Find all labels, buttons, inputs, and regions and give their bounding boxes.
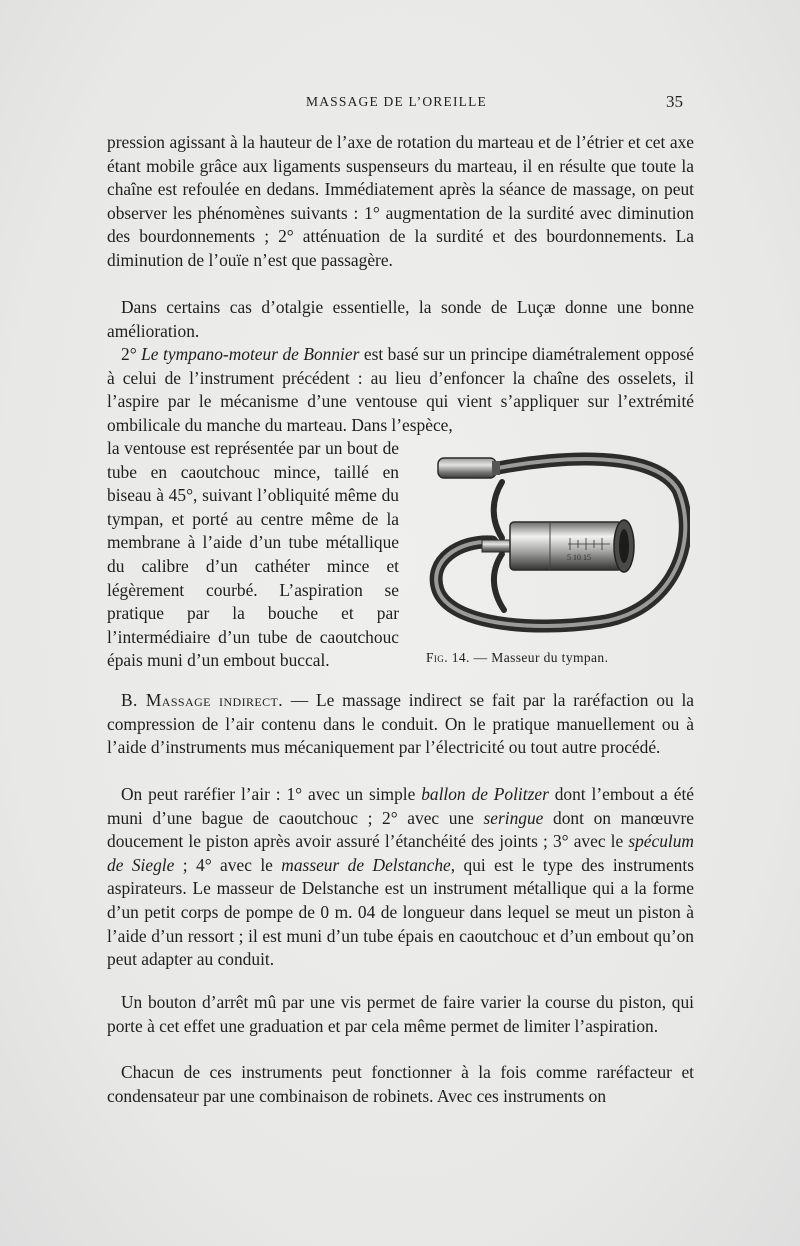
pump-cylinder [510, 522, 622, 570]
term-masseur-de-delstanche: masseur de Delstanche [281, 854, 451, 875]
page-number: 35 [666, 92, 683, 111]
paragraph-3 [107, 343, 694, 437]
finger-rest-bottom [494, 554, 504, 610]
paragraph-4: la ventouse est représentée par un bout de tube en caoutchouc mince, taillé en biseau à 45°, suivant l’obliquité même du tympan, et porté au centre même de la membrane à l’aide d’un tube métallique du calibre d’un cathéter mince et légèrement courbé. L’aspiration se pratique par la bouche et par l’intermédiaire d’un tube de caoutchouc épais muni d’un embout buccal. [107, 438, 399, 671]
figure-caption [426, 650, 696, 666]
paragraph-8: Chacun de ces instruments peut fonctionner à la fois comme raréfacteur et condensateur par une combinaison de robinets. Avec ces instruments on [107, 1062, 694, 1106]
finger-rest-top [494, 482, 502, 538]
instrument-name-bonnier: Le tympano-moteur de Bonnier [141, 344, 360, 364]
paragraph-2: Dans certains cas d’otalgie essentielle, la sonde de Luçæ donne une bonne amélioration. [107, 297, 694, 341]
paragraph-1: pression agissant à la hauteur de l’axe de rotation du marteau et de l’étrier et cet axe étant mobile grâce aux ligaments suspenseurs du marteau, il en résulte que toute la chaîne est refoulée en dedans. Immédiatement après la séance de massage, on peut observer les phénomènes suivants : 1° augmentation de la surdité avec diminution des bourdonnements ; 2° atténuation de la surdité et des bourdonnements. La diminution de l’ouïe n’est que passagère. [107, 132, 694, 270]
term-ballon-de-politzer: ballon de Politzer [421, 784, 549, 804]
page-header [0, 92, 800, 116]
p6-part-g: ; 4° avec le [174, 854, 282, 875]
figure-caption-text: — Masseur du tympan. [469, 650, 609, 665]
p3-rest: est basé sur un principe diamétralement opposé à celui de l’instrument précédent : au lieu d’enfoncer la chaîne des osselets, il l’aspire par le mécanisme d’une ventouse qui vient s’appliquer sur l’extrémité ombilicale du manche du marteau. Dans l’espèce, [107, 344, 695, 435]
term-speculum-de-siegle: spéculum de Siegle [107, 831, 694, 875]
p5-rest: — Le massage indirect se fait par la raréfaction ou la compression de l’air contenu dans le conduit. On le pratique manuellement ou à l’aide d’instruments mus mécaniquement par l’électricité ou tout autre procédé. [107, 690, 695, 758]
p6-part-i: , qui est le type des instruments aspirateurs. Le masseur de Delstanche est un instrument métallique qui a la forme d’un petit corps de pompe de 0 m. 04 de longueur dans lequel se meut un piston à l’aide d’un ressort ; il est muni d’un tube épais en caoutchouc et d’un embout qu’on peut adapter au conduit. [107, 854, 694, 970]
term-seringue: seringue [483, 807, 544, 828]
paragraph-5 [107, 689, 694, 760]
figure-label: Fig. 14. [426, 650, 470, 665]
p6-part-e: dont on manœuvre doucement le piston après avoir assuré l’étanchéité des joints ; 3° avec le [107, 807, 694, 852]
p3-prefix: 2° [121, 344, 142, 364]
paragraph-7: Un bouton d’arrêt mû par une vis permet de faire varier la course du piston, qui porte à cet effet une graduation et par cela même permet de limiter l’aspiration. [107, 992, 694, 1036]
mouthpiece [438, 458, 496, 478]
paragraph-6 [107, 783, 694, 972]
running-title: MASSAGE DE L’OREILLE [306, 94, 487, 109]
section-label-massage-indirect: B. Massage indirect. [121, 690, 283, 710]
scale-marks: 5 10 15 [567, 553, 591, 562]
p6-part-c: dont l’embout a été muni d’une bague de caoutchouc ; 2° avec une [107, 784, 694, 828]
tympan-massager-illustration [420, 442, 690, 638]
figure-masseur-du-tympan [420, 442, 690, 638]
p6-part-a: On peut raréfier l’air : 1° avec un simple [121, 784, 422, 804]
